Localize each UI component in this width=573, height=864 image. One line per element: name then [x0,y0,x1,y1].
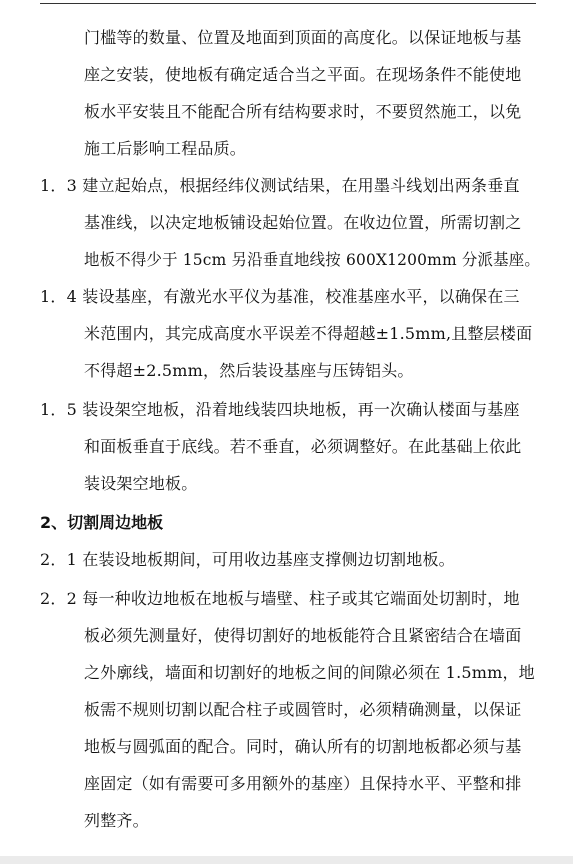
paragraph-line: 板水平安装且不能配合所有结构要求时，不要贸然施工，以免 [84,102,522,121]
item-1-4-line: 不得超±2.5mm，然后装设基座与压铸铝头。 [84,361,414,380]
page-bottom-edge [0,856,573,864]
item-1-4-line: 米范围内，其完成高度水平误差不得超越±1.5mm,且整层楼面 [84,324,533,343]
item-2-2-line: 之外廓线，墙面和切割好的地板之间的间隙必须在 1.5mm，地 [84,663,535,682]
item-2-2-line: 板必须先测量好，使得切割好的地板能符合且紧密结合在墙面 [84,626,522,645]
item-2-2-line: 地板与圆弧面的配合。同时，确认所有的切割地板都必须与基 [84,737,522,756]
paragraph-line: 座之安装，使地板有确定适合当之平面。在现场条件不能使地 [84,65,522,84]
item-1-4-line: 1．4 装设基座，有激光水平仪为基准，校准基座水平，以确保在三 [40,287,520,306]
item-2-2-line: 板需不规则切割以配合柱子或圆管时，必须精确测量，以保证 [84,700,522,719]
item-1-3-line: 基准线，以决定地板铺设起始位置。在收边位置，所需切割之 [84,213,522,232]
item-2-1-line: 2．1 在装设地板期间，可用收边基座支撑侧边切割地板。 [40,550,455,569]
item-1-3-line: 1．3 建立起始点，根据经纬仪测试结果，在用墨斗线划出两条垂直 [40,176,520,195]
paragraph-line: 门槛等的数量、位置及地面到顶面的高度化。以保证地板与基 [84,28,522,47]
item-2-2-line: 列整齐。 [84,811,149,830]
item-1-5-line: 和面板垂直于底线。若不垂直，必须调整好。在此基础上依此 [84,437,522,456]
item-2-2-line: 2．2 每一种收边地板在地板与墙壁、柱子或其它端面处切割时，地 [40,589,520,608]
section-heading: 2、切割周边地板 [40,513,164,532]
paragraph-line: 施工后影响工程品质。 [84,139,247,158]
item-2-2-line: 座固定（如有需要可多用额外的基座）且保持水平、平整和排 [84,774,522,793]
item-1-5-line: 1．5 装设架空地板，沿着地线装四块地板，再一次确认楼面与基座 [40,400,520,419]
item-1-5-line: 装设架空地板。 [84,474,198,493]
top-rule [40,3,536,4]
item-1-3-line: 地板不得少于 15cm 另沿垂直地线按 600X1200mm 分派基座。 [84,250,541,269]
